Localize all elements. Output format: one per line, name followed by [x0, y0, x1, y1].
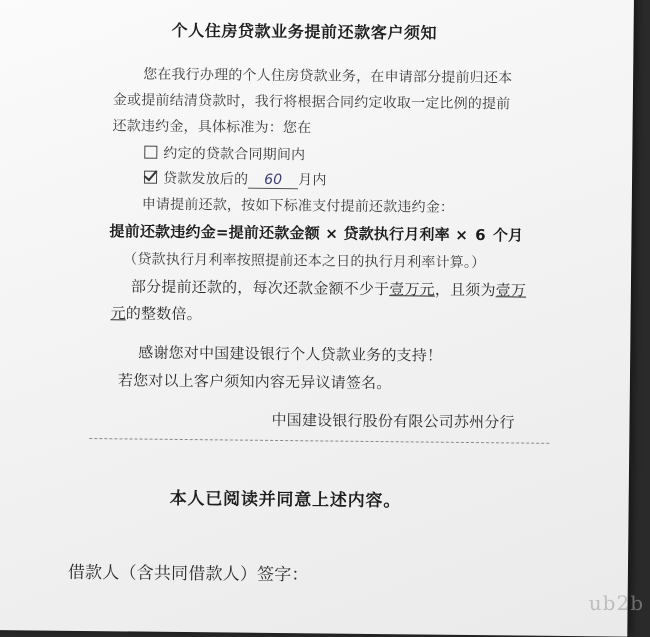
- checked-checkbox-icon: [144, 171, 157, 184]
- option-contract-period: [144, 143, 305, 165]
- dashed-divider: [89, 438, 549, 444]
- partial-line2-prefix: 元: [110, 304, 126, 323]
- issuer-name: 中国建设银行股份有限公司苏州分行: [271, 410, 515, 432]
- unchecked-checkbox-icon: [144, 146, 157, 159]
- partial-line1-middle: ，且须为: [434, 280, 496, 300]
- partial-repayment-line-2: [111, 302, 202, 324]
- formula-months: 6: [475, 226, 486, 245]
- option-contract-period-label: 约定的贷款合同期间内: [163, 145, 306, 164]
- intro-line-3: 还款违约金，具体标准为：您在: [112, 118, 312, 137]
- penalty-formula: [109, 220, 523, 245]
- document-title: 个人住房贷款业务提前还款客户须知: [171, 20, 438, 43]
- sign-prompt: 若您对以上客户须知内容无异议请签名。: [117, 371, 392, 393]
- thanks-line: 感谢您对中国建设银行个人贷款业务的支持！: [138, 343, 443, 365]
- option-months-after-disbursement: [144, 168, 327, 190]
- months-value: 60: [248, 172, 298, 190]
- option-months-suffix: 月内: [298, 172, 327, 189]
- formula-text: 提前还款违约金=提前还款金额 × 贷款执行月利率 ×: [109, 222, 474, 245]
- partial-line2-text: 的整数倍。: [125, 304, 202, 324]
- apply-line: 申请提前还款，按如下标准支付提前还款违约金：: [141, 196, 455, 216]
- formula-note: （贷款执行月利率按照提前还本之日的执行月利率计算。）: [123, 251, 486, 272]
- intro-line-1: 您在我行办理的个人住房贷款业务，在申请部分提前归还本: [143, 66, 513, 87]
- intro-line-2: 金或提前结清贷款时，我行将根据合同约定收取一定比例的提前: [112, 92, 511, 113]
- formula-unit: 个月: [487, 226, 524, 245]
- option-months-prefix: 贷款发放后的: [162, 170, 249, 188]
- partial-amount: 壹万元: [389, 280, 435, 299]
- partial-repayment-line-1: [131, 275, 526, 300]
- watermark: ub2b: [588, 591, 644, 615]
- partial-multiple: 壹万: [495, 281, 527, 300]
- partial-line1-prefix: 部分提前还款的，每次还款金额不少于: [130, 277, 390, 299]
- signature-label: 借款人（含共同借款人）签字：: [67, 562, 309, 586]
- confirmation-statement: 本人已阅读并同意上述内容。: [169, 488, 402, 512]
